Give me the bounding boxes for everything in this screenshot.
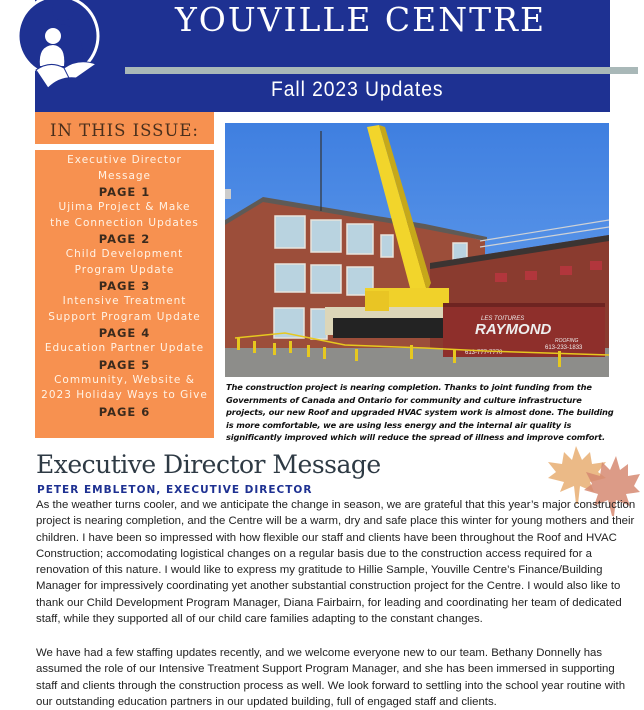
dumpster-text-roofing: ROOFING: [555, 338, 579, 344]
issue-subtitle: Fall 2023 Updates: [271, 78, 444, 101]
toc-item-ujima[interactable]: [35, 200, 214, 247]
toc-item-page: PAGE 5: [98, 357, 151, 372]
article-paragraph: We have had a few staffing updates recently, and we welcome everyone new to our team. Bethany Donnelly has assumed the role of our Intensive Treatment Support Program Manager, and she has been immersed in supporting staff and clients through the construction process as well. We look forward to settling into the school year routine with our outstanding education partners in our updated building, full of engaged staff and clients.: [36, 647, 626, 708]
article-byline: PETER EMBLETON, EXECUTIVE DIRECTOR: [37, 484, 313, 496]
toc-item-title: Executive Director: [67, 154, 182, 166]
toc-item-title: Child Development: [65, 248, 184, 260]
toc-item-title: Ujima Project & Make: [58, 201, 191, 213]
masthead-divider: [125, 67, 638, 74]
toc-item-title: Intensive Treatment: [62, 295, 187, 307]
toc-item-title: Message: [97, 169, 152, 182]
toc-item-child-development[interactable]: [35, 247, 214, 294]
toc-item-page: PAGE 2: [98, 232, 151, 246]
toc-item-title: Education Partner Update: [44, 342, 205, 354]
toc-item-intensive-treatment[interactable]: [35, 294, 214, 341]
toc-item-page: PAGE 3: [98, 279, 151, 293]
toc-item-page: PAGE 6: [98, 404, 151, 419]
toc-item-title: Program Update: [74, 263, 175, 276]
construction-photo: [225, 123, 609, 377]
toc-item-title: the Connection Updates: [50, 216, 199, 229]
toc-item-page: PAGE 4: [98, 326, 151, 340]
photo-caption: The construction project is nearing completion. Thanks to joint funding from the Governments of Canada and Ontario for community and culture infrastructure projects, our new Roof and upgraded HVAC system work is almost done. The building is more comfortable, we are using less energy and the internal air quality is significantly improved which will reduce the spread of illness and improve comfort.: [226, 382, 614, 443]
toc-item-title: 2023 Holiday Ways to Give: [41, 389, 208, 401]
mother-child-book-logo-icon: [8, 0, 110, 88]
article-title: Executive Director Message: [36, 450, 381, 479]
in-this-issue-heading: IN THIS ISSUE:: [35, 112, 214, 144]
toc-item-community[interactable]: [35, 373, 214, 420]
table-of-contents: [35, 150, 214, 438]
newsletter-title: YOUVILLE CENTRE: [175, 0, 547, 39]
article-paragraph: As the weather turns cooler, and we anticipate the change in season, we are grateful that this year’s major construction project is nearing completion, and the Centre will be a warm, dry and safe place this winter for young mothers and their children. I have been so impressed with how flexible our staff and clients have been throughout the Roof and HVAC Construction; accomodating logistical changes on a regular basis due to the construction access required for a renovation of this nature. I would like to express my gratitude to Hillie Sample, Youville Centre’s Finance/Building Manager for impressively coordinating yet another substantial construction project for the Centre. I would also like to thank our Child Development Program Manager, Diana Fairbairn, for leading and coordinating her team of dedicated staff, while they supported all of our child care families adapting to the constant changes.: [36, 499, 636, 626]
dumpster-text-les-toitures: LES TOITURES: [481, 316, 525, 322]
dumpster-text-phone-2: 613-233-1833: [545, 345, 583, 351]
dumpster-text-phone-1: 613-777-7770: [465, 350, 503, 356]
toc-item-page: PAGE 1: [98, 185, 151, 199]
toc-item-title: Support Program Update: [48, 310, 201, 323]
toc-item-education-partner[interactable]: [35, 341, 214, 373]
masthead-banner: [35, 0, 610, 112]
toc-item-executive-director[interactable]: [35, 153, 214, 200]
toc-item-title: Community, Website &: [54, 373, 195, 386]
dumpster-text-raymond: RAYMOND: [475, 321, 552, 338]
